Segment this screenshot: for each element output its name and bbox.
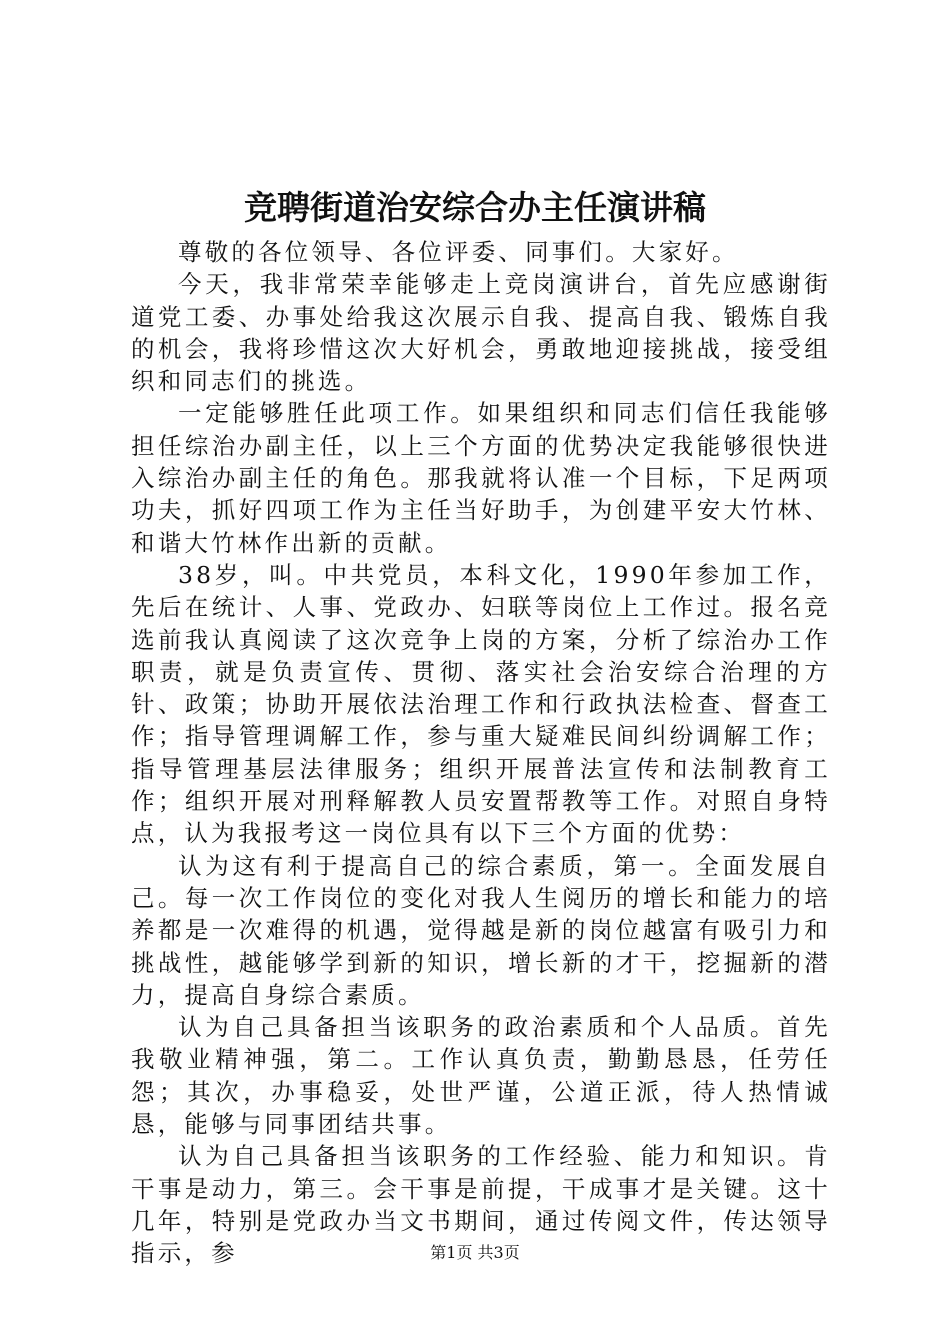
document-body [131, 236, 831, 1270]
document-title: 竞聘街道治安综合办主任演讲稿 [244, 188, 706, 227]
paragraph-advantage-one: 认为这有利于提高自己的综合素质，第一。全面发展自己。每一次工作岗位的变化对我人生阅历的增长和能力的培养都是一次难得的机遇，觉得越是新的岗位越富有吸引力和挑战性，越能够学到新的知识，增长新的才干，挖掘新的潜力，提高自身综合素质。 [131, 851, 831, 1009]
paragraph-greeting: 尊敬的各位领导、各位评委、同事们。大家好。 [178, 238, 739, 266]
paragraph-commitment: 一定能够胜任此项工作。如果组织和同志们信任我能够担任综治办副主任，以上三个方面的优势决定我能够很快进入综治办副主任的角色。那我就将认准一个目标，下足两项功夫，抓好四项工作为主任当好助手，为创建平安大竹林、和谐大竹林作出新的贡献。 [131, 399, 831, 557]
page-number-footer: 第1页 共3页 [430, 1243, 520, 1262]
paragraph-advantage-three: 认为自己具备担当该职务的工作经验、能力和知识。肯干事是动力，第三。会干事是前提，干成事才是关键。这十几年，特别是党政办当文书期间，通过传阅文件，传达领导指示，参 [131, 1142, 831, 1268]
paragraph-opening: 今天，我非常荣幸能够走上竞岗演讲台，首先应感谢街道党工委、办事处给我这次展示自我、提高自我、锻炼自我的机会，我将珍惜这次大好机会，勇敢地迎接挑战，接受组织和同志们的挑选。 [131, 270, 831, 396]
paragraph-advantage-two: 认为自己具备担当该职务的政治素质和个人品质。首先我敬业精神强，第二。工作认真负责，勤勤恳恳，任劳任怨；其次，办事稳妥，处世严谨，公道正派，待人热情诚恳，能够与同事团结共事。 [131, 1013, 831, 1139]
paragraph-background: 38岁，叫。中共党员，本科文化，1990年参加工作，先后在统计、人事、党政办、妇联等岗位上工作过。报名竞选前我认真阅读了这次竞争上岗的方案，分析了综治办工作职责，就是负责宣传、贯彻、落实社会治安综合治理的方针、政策；协助开展依法治理工作和行政执法检查、督查工作；指导管理调解工作，参与重大疑难民间纠纷调解工作；指导管理基层法律服务；组织开展普法宣传和法制教育工作；组织开展对刑释解教人员安置帮教等工作。对照自身特点，认为我报考这一岗位具有以下三个方面的优势： [131, 560, 831, 848]
